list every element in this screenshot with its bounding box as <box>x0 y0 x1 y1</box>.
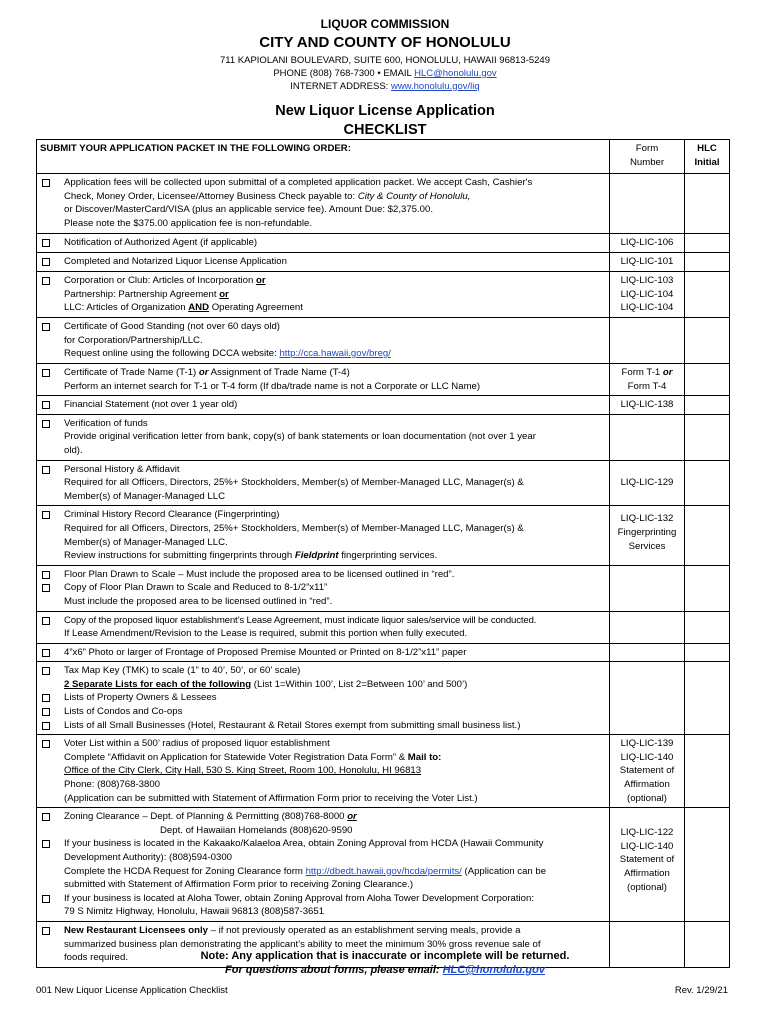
checkbox[interactable] <box>42 813 50 821</box>
checkbox[interactable] <box>42 927 50 935</box>
hlc-initial-cell[interactable] <box>685 253 730 272</box>
table-row <box>37 318 730 364</box>
checkbox[interactable] <box>42 722 50 730</box>
form-number-cell: LIQ-LIC-101 <box>610 253 685 272</box>
item-text: or <box>198 367 209 378</box>
checkbox[interactable] <box>42 258 50 266</box>
questions-email-link[interactable]: HLC@honolulu.gov <box>442 964 545 976</box>
item-text: Tax Map Key (TMK) to scale (1” to 40’, 50’, or 60’ scale) <box>64 665 301 677</box>
form-number-cell <box>610 643 685 662</box>
website-link[interactable]: www.honolulu.gov/liq <box>390 80 480 92</box>
contact-line <box>0 68 770 81</box>
item-text: or <box>219 288 229 300</box>
item-text: Corporation or Club: Articles of Incorporation <box>64 275 256 286</box>
checkbox[interactable] <box>42 401 50 409</box>
item-text: Mail to: <box>407 751 442 763</box>
form-number-cell <box>610 506 685 565</box>
form-number-cell <box>610 611 685 643</box>
item-text: If Lease Amendment/Revision to the Lease is required, submit this portion when fully executed. <box>64 628 468 640</box>
dcca-link[interactable]: http://cca.hawaii.gov/breg/ <box>279 348 391 360</box>
hlc-initial-cell[interactable] <box>685 364 730 396</box>
list-item <box>40 719 606 733</box>
form-number: Affirmation <box>624 779 670 791</box>
list-item <box>40 892 606 919</box>
form-number-cell: LIQ-LIC-138 <box>610 396 685 415</box>
item-text: 2 Separate Lists for each of the following <box>64 678 252 690</box>
form-number: Form T-1 <box>621 367 663 378</box>
item-text: If your business is located in the Kakaako/Kalaeloa Area, obtain Zoning Approval from HCDA (Hawaii Community <box>64 838 544 850</box>
item-text: Lists of all Small Businesses (Hotel, Restaurant & Retail Stores exempt from submitting small business list.) <box>64 719 521 731</box>
hlc-header-line1: HLC <box>697 143 717 154</box>
item-text: New Restaurant Licensees only <box>64 924 208 936</box>
list-item <box>40 568 606 582</box>
item-text: Review instructions for submitting fingerprints through <box>64 550 295 562</box>
list-item <box>40 463 606 504</box>
list-item <box>40 366 606 393</box>
subtitle-text: CHECKLIST <box>343 121 427 138</box>
form-number: Affirmation <box>624 868 670 879</box>
table-row <box>37 611 730 643</box>
list-item <box>40 691 606 705</box>
list-item <box>40 508 606 562</box>
form-number-cell: LIQ-LIC-106 <box>610 234 685 253</box>
checkbox[interactable] <box>42 420 50 428</box>
item-text: Personal History & Affidavit <box>64 463 180 475</box>
item-text: Required for all Officers, Directors, 25%+ Stockholders, Member(s) of Member-Managed LLC, Manager(s) & <box>64 522 524 534</box>
item-text: Financial Statement (not over 1 year old) <box>64 399 238 411</box>
title-text: New Liquor License Application <box>275 103 495 120</box>
table-row <box>37 253 730 272</box>
form-number: LIQ-LIC-132 <box>620 513 674 525</box>
checkbox[interactable] <box>42 840 50 848</box>
list-item <box>40 320 606 361</box>
document-header <box>0 0 770 140</box>
table-row <box>37 234 730 253</box>
item-text: Lists of Property Owners & Lessees <box>64 692 217 704</box>
hlc-initial-cell[interactable] <box>685 735 730 808</box>
form-number: Statement of <box>619 765 675 777</box>
questions-line <box>0 963 770 977</box>
form-number: LIQ-LIC-122 <box>620 827 674 839</box>
item-text: or <box>347 811 357 823</box>
instruction-heading: SUBMIT YOUR APPLICATION PACKET IN THE FOLLOWING ORDER: <box>37 140 610 174</box>
item-text: AND <box>188 302 210 314</box>
table-row <box>37 364 730 396</box>
item-text: Office of the City Clerk, City Hall, 530 S. King Street, Room 100, Honolulu, HI 96813 <box>64 765 422 777</box>
item-text: Copy of the proposed liquor establishment’s Lease Agreement, must indicate liquor sales/service will be conducted. <box>64 614 537 626</box>
table-row <box>37 414 730 460</box>
item-text: (Application can be submitted with Statement of Affirmation Form prior to receiving the Voter List.) <box>64 792 478 804</box>
hlc-initial-cell[interactable] <box>685 234 730 253</box>
city-name: CITY AND COUNTY OF HONOLULU <box>259 34 511 52</box>
item-text: (List 1=Within 100’, List 2=Between 100’ and 500’) <box>251 678 468 690</box>
checkbox[interactable] <box>42 323 50 331</box>
item-text: summarized business plan demonstrating the applicant’s ability to meet the minimum 30% gross revenue sale of <box>64 938 541 950</box>
item-text: Development Authority): (808)594-0300 <box>64 852 232 863</box>
item-text: submitted with Statement of Affirmation Form prior to receiving Zoning Clearance.) <box>64 879 414 891</box>
footer-document-name: 001 New Liquor License Application Checklist <box>36 985 228 996</box>
table-row <box>37 565 730 611</box>
checkbox[interactable] <box>42 740 50 748</box>
item-text: If your business is located at Aloha Tower, obtain Zoning Approval from Aloha Tower Development Corporation: <box>64 892 535 904</box>
header-email-link[interactable]: HLC@honolulu.gov <box>414 67 497 79</box>
item-text: Floor Plan Drawn to Scale – Must include the proposed area to be licensed outlined in “red”. <box>64 568 455 580</box>
table-row <box>37 735 730 808</box>
table-row <box>37 662 730 735</box>
item-text: Fieldprint <box>294 550 339 562</box>
item-text: Must include the proposed area to be licensed outlined in “red”. <box>64 595 333 607</box>
form-number: Fingerprinting <box>617 526 677 538</box>
item-text: foods required. <box>64 952 128 964</box>
item-text: Complete the HCDA Request for Zoning Clearance form <box>64 865 306 877</box>
hlc-initial-cell[interactable] <box>685 414 730 460</box>
form-number: LIQ-LIC-104 <box>620 288 674 300</box>
hcda-permits-link[interactable]: http://dbedt.hawaii.gov/hcda/permits/ <box>305 865 462 877</box>
form-number-cell: LIQ-LIC-129 <box>610 460 685 506</box>
org-name: LIQUOR COMMISSION <box>320 17 450 31</box>
phone-text: PHONE (808) 768-7300 • EMAIL <box>273 67 415 79</box>
form-header-line1: Form <box>635 143 659 154</box>
hlc-initial-cell[interactable] <box>685 460 730 506</box>
checkbox[interactable] <box>42 667 50 675</box>
address-line: 711 KAPIOLANI BOULEVARD, SUITE 600, HONOLULU, HAWAII 96813-5249 <box>220 55 550 67</box>
form-number-cell <box>610 735 685 808</box>
item-text: Check, Money Order, Licensee/Attorney Business Check payable to: <box>64 190 358 202</box>
form-header-line2: Number <box>629 156 665 168</box>
note-block <box>0 949 770 977</box>
item-text: Criminal History Record Clearance (Fingerprinting) <box>64 509 280 521</box>
form-number: LIQ-LIC-140 <box>620 751 674 763</box>
item-text: Copy of Floor Plan Drawn to Scale and Reduced to 8-1/2”x11” <box>64 582 328 594</box>
item-text: City & County of Honolulu, <box>357 190 471 202</box>
item-text: Provide original verification letter from bank, copy(s) of bank statements or loan documentation (not over 1 year <box>64 431 536 443</box>
form-number: LIQ-LIC-104 <box>620 302 674 314</box>
item-text: Zoning Clearance – Dept. of Planning & Permitting (808)768-8000 <box>64 811 348 823</box>
footer-revision: Rev. 1/29/21 <box>674 985 728 996</box>
list-item <box>40 274 606 315</box>
hlc-header-line2: Initial <box>694 156 720 168</box>
form-number-cell <box>610 318 685 364</box>
item-text: Assignment of Trade Name (T-4) <box>208 367 350 378</box>
table-row <box>37 272 730 318</box>
item-text: Phone: (808)768-3800 <box>64 779 161 791</box>
list-item <box>40 255 606 269</box>
hlc-initial-cell[interactable] <box>685 318 730 364</box>
form-number-cell <box>610 364 685 396</box>
item-text: or Discover/MasterCard/VISA (plus an applicable service fee). Amount Due: $2,375.00. <box>64 204 434 216</box>
hlc-initial-cell[interactable] <box>685 174 730 234</box>
item-text: Certificate of Good Standing (not over 60 days old) <box>64 321 280 332</box>
item-text: Verification of funds <box>64 417 148 429</box>
hlc-initial-cell[interactable] <box>685 565 730 611</box>
item-text: Request online using the following DCCA website: <box>64 348 280 360</box>
checklist-table <box>36 139 730 968</box>
table-row <box>37 643 730 662</box>
form-number-cell <box>610 272 685 318</box>
hlc-initial-cell[interactable] <box>685 808 730 922</box>
table-header-row <box>37 140 730 174</box>
item-text: 79 S Nimitz Highway, Honolulu, Hawaii 96813 (808)587-3651 <box>64 906 325 918</box>
table-row <box>37 808 730 922</box>
list-item <box>40 810 606 837</box>
item-text: Member(s) of Manager-Managed LLC <box>64 490 226 502</box>
item-text: Member(s) of Manager-Managed LLC. <box>64 536 228 548</box>
hlc-initial-header <box>685 140 730 174</box>
list-item <box>40 664 606 691</box>
list-item <box>40 705 606 719</box>
list-item <box>40 737 606 805</box>
item-text: old). <box>64 444 83 456</box>
list-item <box>40 176 606 230</box>
table-row <box>37 396 730 415</box>
table-row <box>37 174 730 234</box>
checkbox[interactable] <box>42 617 50 625</box>
list-item <box>40 646 606 660</box>
hlc-initial-cell[interactable] <box>685 662 730 735</box>
checkbox[interactable] <box>42 179 50 187</box>
item-text: or <box>255 275 266 286</box>
checkbox[interactable] <box>42 511 50 519</box>
list-item <box>40 837 606 891</box>
checkbox[interactable] <box>42 466 50 474</box>
checkbox[interactable] <box>42 571 50 579</box>
item-text: Perform an internet search for T-1 or T-4 form (If dba/trade name is not a Corporate or LLC Name) <box>64 380 481 392</box>
hlc-initial-cell[interactable] <box>685 396 730 415</box>
table-row <box>37 460 730 506</box>
list-item <box>40 417 606 458</box>
document-title <box>0 102 770 140</box>
checkbox[interactable] <box>42 649 50 657</box>
item-text: Complete “Affidavit on Application for Statewide Voter Registration Data Form” & <box>64 751 408 763</box>
form-number: or <box>662 367 673 378</box>
form-number: LIQ-LIC-103 <box>620 275 674 286</box>
list-item <box>40 236 606 250</box>
list-item <box>40 581 606 608</box>
hlc-initial-cell[interactable] <box>685 506 730 565</box>
form-number-header <box>610 140 685 174</box>
checkbox[interactable] <box>42 708 50 716</box>
form-number: LIQ-LIC-139 <box>620 738 674 750</box>
hlc-initial-cell[interactable] <box>685 272 730 318</box>
item-text: Lists of Condos and Co-ops <box>64 706 183 718</box>
checkbox[interactable] <box>42 895 50 903</box>
item-text: Required for all Officers, Directors, 25%+ Stockholders, Member(s) of Member-Managed LLC, Manager(s) & <box>64 477 524 489</box>
form-number-cell <box>610 174 685 234</box>
item-text: 4”x6” Photo or larger of Frontage of Proposed Premise Mounted or Printed on 8-1/2”x11” paper <box>64 646 467 658</box>
item-text: (Application can be <box>461 865 547 877</box>
form-number-cell <box>610 565 685 611</box>
form-number: (optional) <box>627 881 667 893</box>
form-number-cell <box>610 662 685 735</box>
note-text: Note: Any application that is inaccurate or incomplete will be returned. <box>200 950 570 962</box>
form-number: Services <box>628 540 666 552</box>
item-text: Completed and Notarized Liquor License Application <box>64 256 287 267</box>
form-number-cell <box>610 808 685 922</box>
item-text: Please note the $375.00 application fee is non-refundable. <box>64 217 313 229</box>
checkbox[interactable] <box>42 239 50 247</box>
form-number: LIQ-LIC-140 <box>620 840 674 852</box>
table-row <box>37 506 730 565</box>
checkbox[interactable] <box>42 369 50 377</box>
item-text: – if not previously operated as an establishment serving meals, provide a <box>207 924 521 936</box>
questions-text: For questions about forms, please email: <box>225 964 443 976</box>
website-label: INTERNET ADDRESS: <box>290 80 391 92</box>
list-item <box>40 614 606 641</box>
form-number: Statement of <box>619 854 675 866</box>
checkbox[interactable] <box>42 277 50 285</box>
item-text: LLC: Articles of Organization <box>64 302 189 314</box>
form-number-cell <box>610 414 685 460</box>
website-line <box>0 81 770 94</box>
hlc-initial-cell[interactable] <box>685 643 730 662</box>
item-text: Application fees will be collected upon submittal of a completed application packet. We accept Cash, Cashier's <box>64 177 533 188</box>
item-text: Partnership: Partnership Agreement <box>64 288 220 300</box>
hlc-initial-cell[interactable] <box>685 611 730 643</box>
item-text: Operating Agreement <box>209 302 303 314</box>
form-number: (optional) <box>627 792 667 804</box>
form-number: Form T-4 <box>627 380 667 392</box>
item-text: fingerprinting services. <box>338 550 438 562</box>
item-text: Certificate of Trade Name (T-1) <box>64 367 199 378</box>
checkbox[interactable] <box>42 694 50 702</box>
item-text: Dept. of Hawaiian Homelands (808)620-9590 <box>160 824 353 836</box>
item-text: Notification of Authorized Agent (if applicable) <box>64 237 258 248</box>
list-item <box>40 398 606 412</box>
checkbox[interactable] <box>42 584 50 592</box>
item-text: Voter List within a 500’ radius of proposed liquor establishment <box>64 738 330 750</box>
item-text: for Corporation/Partnership/LLC. <box>64 334 203 346</box>
